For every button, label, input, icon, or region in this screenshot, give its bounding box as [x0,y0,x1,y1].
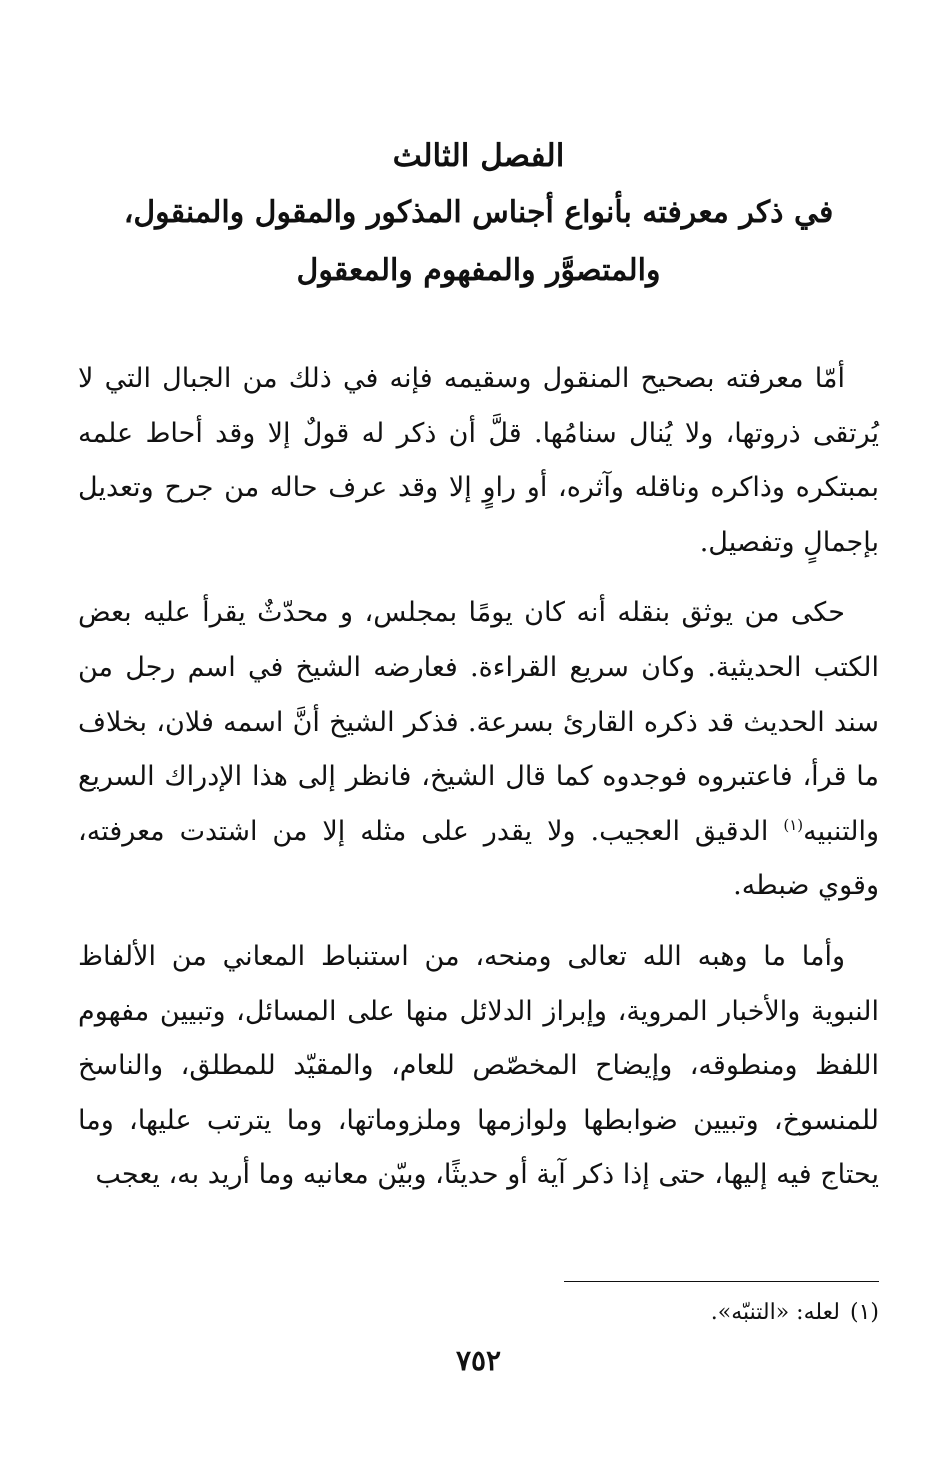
footnote [78,1297,879,1329]
paragraph-3: وأما ما وهبه الله تعالى ومنحه، من استنباط المعاني من الألفاظ النبوية والأخبار المروية، وإبراز الدلائل منها على المسائل، وتبيين مفهوم اللفظ ومنطوقه، وإيضاح المخصّص للعام، والمقيّد للمطلق، والناسخ للمنسوخ، وتبيين ضوابطها ولوازمها وملزوماتها، وما يترتب عليها، وما يحتاج فيه إليها، حتى إذا ذكر آية أو حديثًا، وبيّن معانيه وما أريد به، يعجب [78,940,879,1191]
paragraph-1: أمّا معرفته بصحيح المنقول وسقيمه فإنه في ذلك من الجبال التي لا يُرتقى ذروتها، ولا يُنال سنامُها. قلَّ أن ذكر له قولٌ إلا وقد أحاط علمه بمبتكره وذاكره وناقله وآثره، أو راوٍ إلا وقد عرف حاله من جرح وتعديل بإجمالٍ وتفصيل. [78,363,879,558]
page-number: ٧٥٢ [455,1344,502,1377]
paragraph-2-text-start: حكى من يوثق بنقله أنه كان يومًا بمجلس، و محدّثٌ يقرأ عليه بعض الكتب الحديثية. وكان سريع القراءة. فعارضه الشيخ في اسم رجل من سند الحديث قد ذكره القارئ بسرعة. فذكر الشيخ أنَّ اسمه فلان، بخلاف ما قرأ، فاعتبروه فوجدوه كما قال الشيخ، فانظر إلى هذا الإدراك السريع والتنبيه [78,597,879,847]
footnote-text: لعله: «التنبّه». [710,1300,840,1325]
chapter-subtitle-line-1: في ذكر معرفته بأنواع أجناس المذكور والمقول والمنقول، [123,195,834,230]
chapter-subtitle-line-2: والمتصوَّر والمفهوم والمعقول [296,253,661,288]
book-page [78,0,879,1466]
chapter-title: الفصل الثالث [392,138,565,174]
footnote-reference: (١) [783,815,804,834]
body-text [78,352,879,1219]
paragraph-2 [78,586,879,914]
footnote-divider [564,1281,879,1282]
paragraph-2-text-end: الدقيق العجيب. ولا يقدر على مثله إلا من اشتدت معرفته، وقوي ضبطه. [78,815,879,902]
footnote-number: (١) [849,1300,879,1325]
chapter-heading [78,128,879,300]
